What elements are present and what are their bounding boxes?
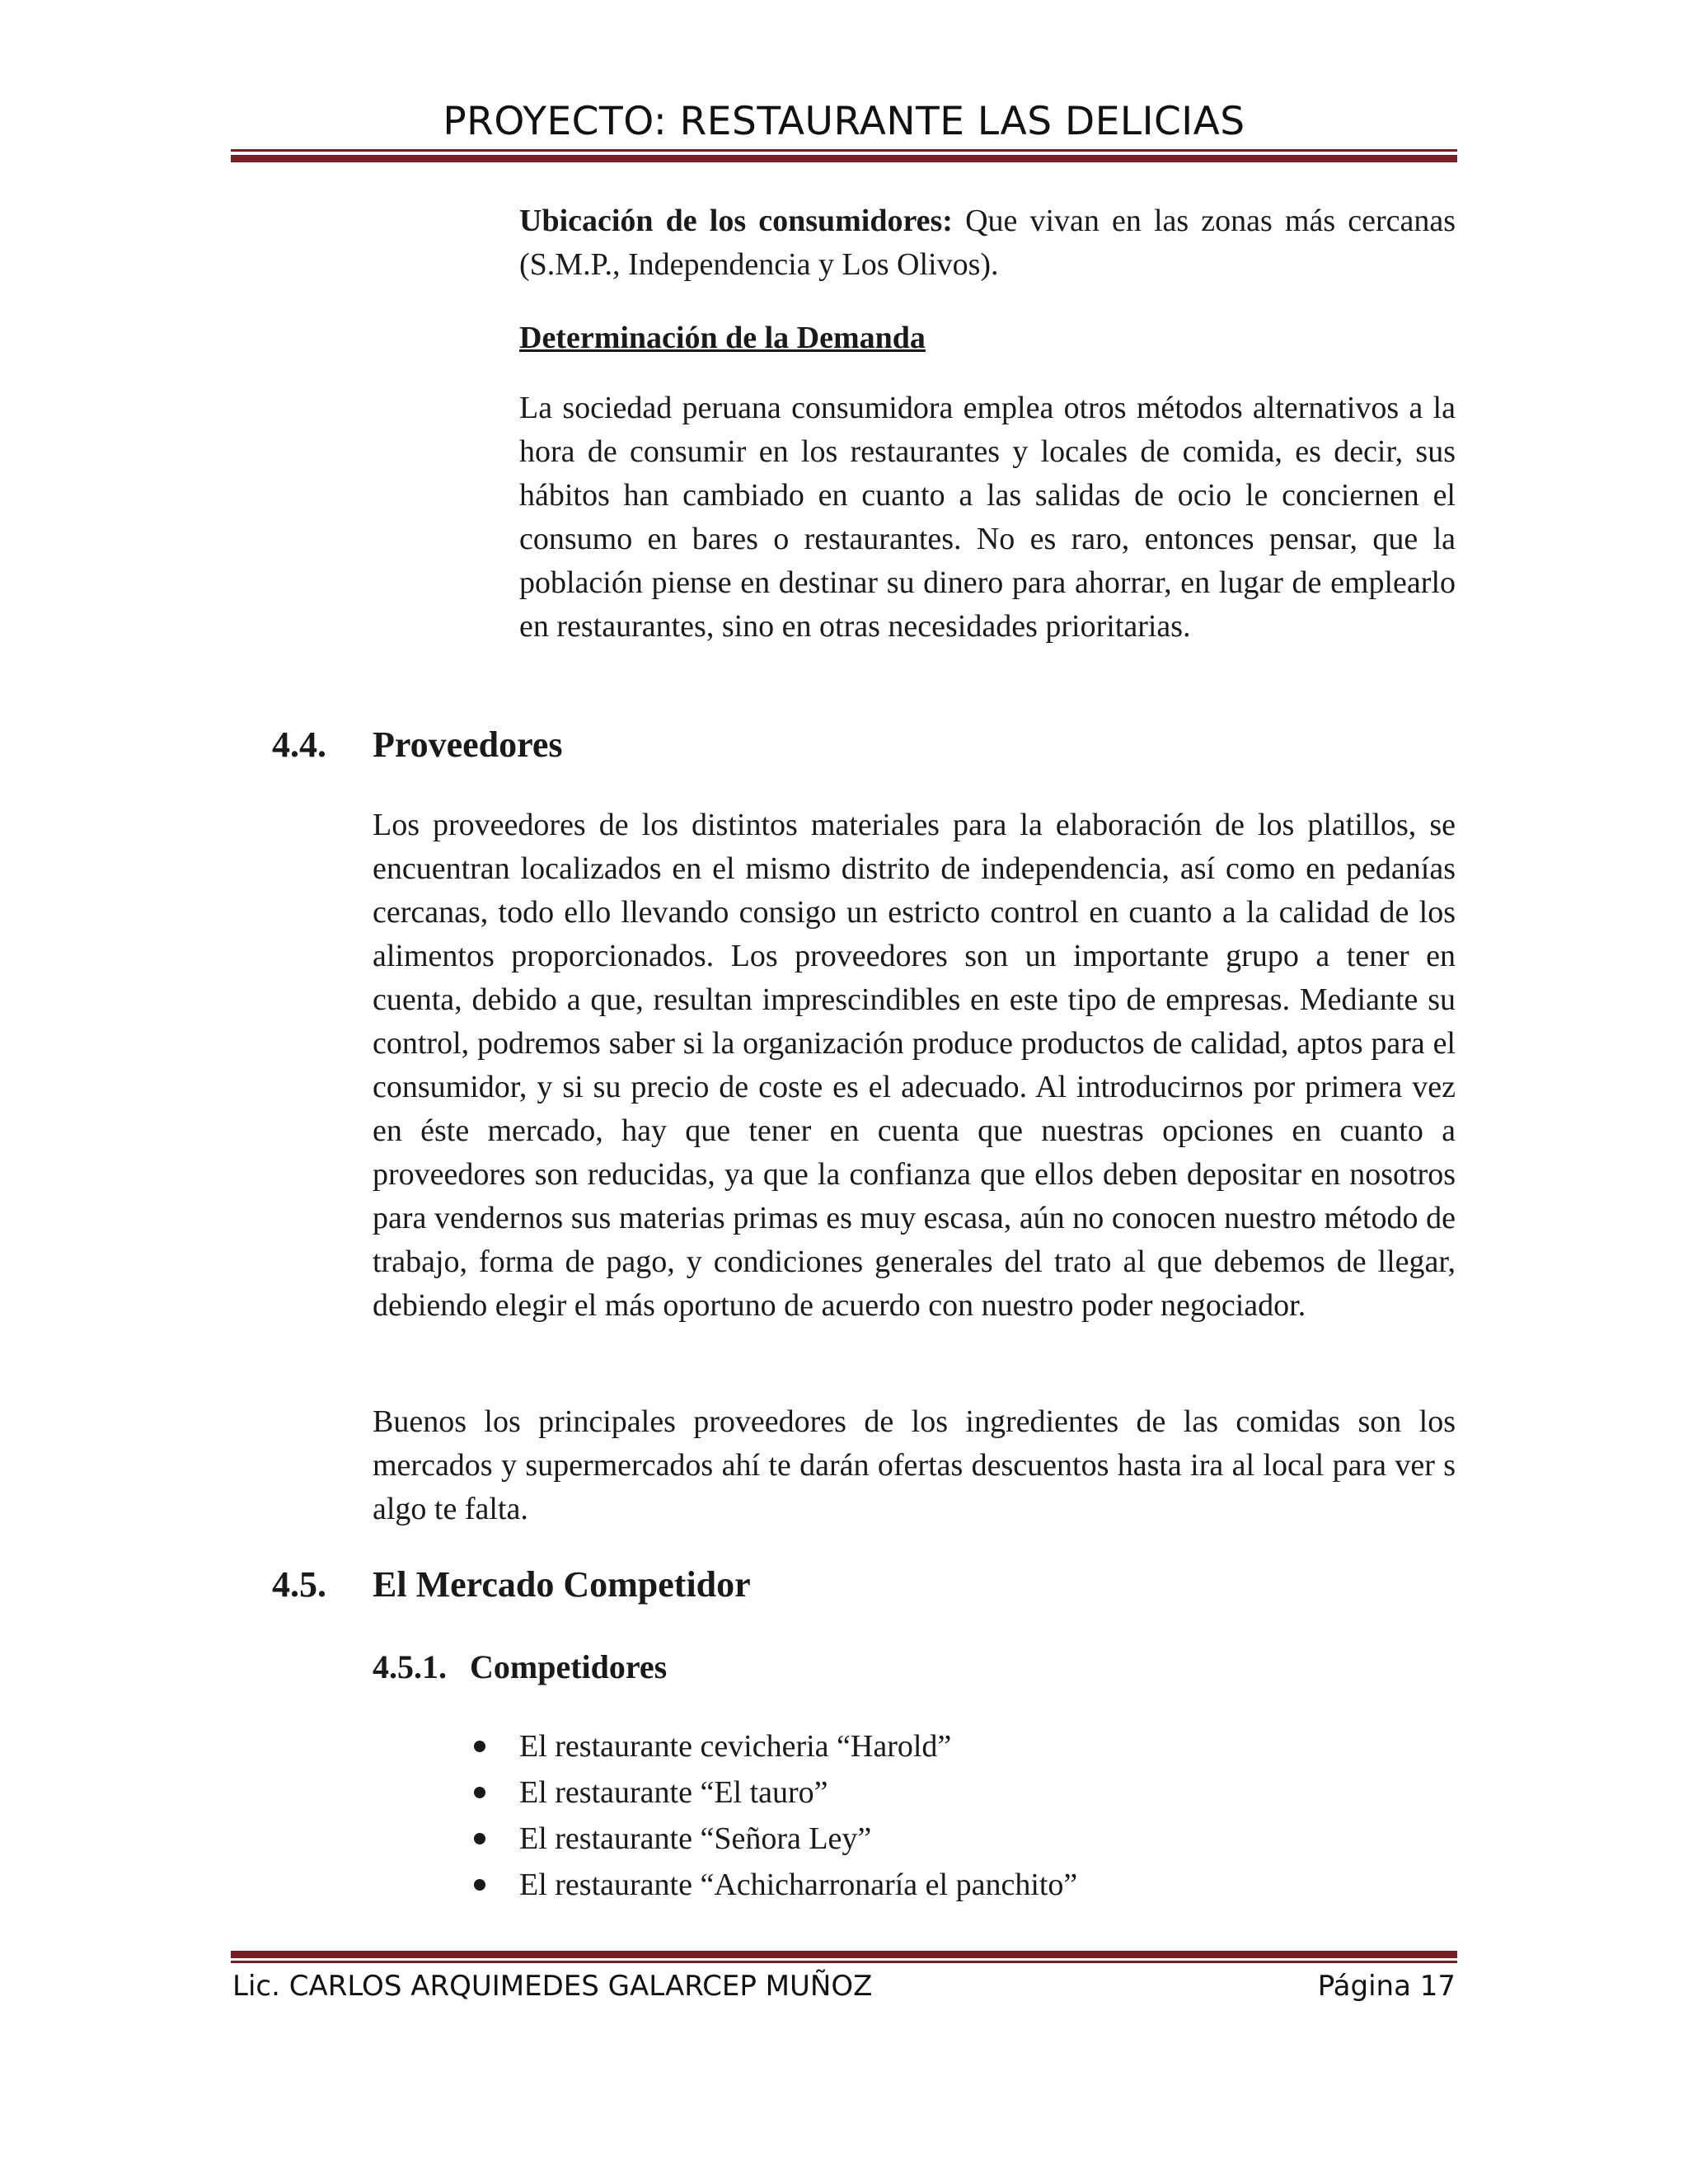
- competitors-list: [519, 1723, 1077, 1908]
- bullet-icon: [474, 1833, 485, 1844]
- header-rule-thin: [231, 149, 1457, 152]
- header-rule-thick: [231, 155, 1457, 162]
- demand-paragraph: La sociedad peruana consumidora emplea otros métodos alternativos a la hora de consumir en los restaurantes y locales de comida, es decir, sus hábitos han cambiado en cuanto a las salidas de ocio le conciernen el consumo en bares o restaurantes. No es raro, entonces pensar, que la población piense en destinar su dinero para ahorrar, en lugar de emplearlo en restaurantes, sino en otras necesidades prioritarias.: [519, 391, 1456, 644]
- footer-rule-thick: [231, 1951, 1457, 1958]
- subsection-4-5-1-heading: [373, 1644, 667, 1690]
- section-4-5-title: El Mercado Competidor: [373, 1564, 751, 1605]
- section-4-4-number: 4.4.: [272, 724, 326, 765]
- page-header-title: PROYECTO: RESTAURANTE LAS DELICIAS: [443, 99, 1245, 144]
- bullet-icon: [474, 1787, 485, 1798]
- suppliers-paragraph-2: Buenos los principales proveedores de los ingredientes de las comidas son los mercados y supermercados ahí te darán ofertas descuentos hasta ira al local para ver s algo te falta.: [373, 1404, 1456, 1526]
- bullet-icon: [474, 1879, 485, 1891]
- footer-page-number: Página 17: [1317, 1970, 1456, 2003]
- list-item: El restaurante “Señora Ley”: [519, 1816, 1077, 1862]
- suppliers-paragraph-1: Los proveedores de los distintos materiales para la elaboración de los platillos, se encuentran localizados en el mismo distrito de independencia, así como en pedanías cercanas, todo ello llevando consigo un estricto control en cuanto a la calidad de los alimentos proporcionados. Los proveedores son un importante grupo a tener en cuenta, debido a que, resultan imprescindibles en este tipo de empresas. Mediante su control, podremos saber si la organización produce productos de calidad, aptos para el consumidor, y si su precio de coste es el adecuado. Al introducirnos por primera vez en éste mercado, hay que tener en cuenta que nuestras opciones en cuanto a proveedores son reducidas, ya que la confianza que ellos deben depositar en nosotros para vendernos sus materias primas es muy escasa, aún no conocen nuestro método de trabajo, forma de pago, y condiciones generales del trato al que debemos de llegar, debiendo elegir el más oportuno de acuerdo con nuestro poder negociador.: [373, 808, 1456, 1323]
- list-item: El restaurante “Achicharronaría el panchito”: [519, 1862, 1077, 1908]
- section-4-5-number: 4.5.: [272, 1564, 326, 1605]
- demand-heading: Determinación de la Demanda: [519, 321, 926, 355]
- consumer-location-text: Que vivan en las zonas más cercanas (S.M.P., Independencia y Los Olivos).: [519, 204, 1456, 282]
- section-4-4-title: Proveedores: [373, 724, 563, 765]
- section-4-4-heading: [272, 720, 563, 770]
- subsection-4-5-1-title: Competidores: [470, 1648, 668, 1685]
- footer-rule-thin: [231, 1961, 1457, 1963]
- footer-author: Lic. CARLOS ARQUIMEDES GALARCEP MUÑOZ: [232, 1970, 873, 2003]
- consumer-location-label: Ubicación de los consumidores:: [519, 204, 953, 238]
- list-item: El restaurante “El tauro”: [519, 1769, 1077, 1816]
- section-4-5-heading: [272, 1560, 751, 1610]
- list-item: El restaurante cevicheria “Harold”: [519, 1723, 1077, 1769]
- bullet-icon: [474, 1741, 485, 1752]
- subsection-4-5-1-number: 4.5.1.: [373, 1648, 447, 1685]
- consumer-location-paragraph: [519, 199, 1456, 287]
